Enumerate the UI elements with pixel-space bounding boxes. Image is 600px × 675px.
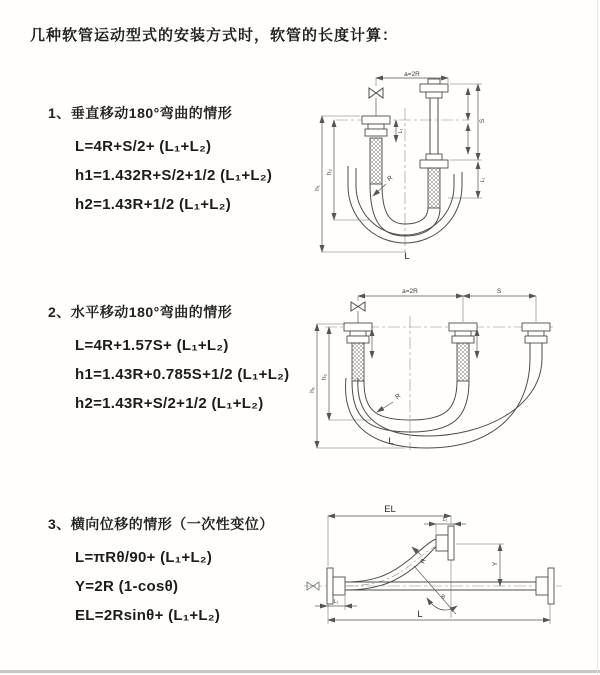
diagram-vertical-bend [312,70,537,260]
dim-label-theta: θ [441,594,445,601]
right-lower-flange [536,568,554,604]
page-title: 几种软管运动型式的安装方式时，软管的长度计算： [30,27,399,44]
formula-list [75,543,274,630]
formula-line: h1=1.432R+S/2+1/2 (L₁+L₂) [75,167,273,184]
upper-right-flange [436,526,454,560]
diagram-lateral-displacement [300,498,600,656]
right-pipe-flange [522,323,550,358]
dimension-lines [315,516,550,624]
dim-label-l1-top: L₁ [442,517,448,523]
formula-line: Y=2R (1-cosθ) [75,578,179,595]
dim-label-length: L [417,609,423,620]
formula-line: L=πRθ/90+ (L₁+L₂) [75,549,213,566]
dim-label-s: S [496,288,502,295]
hose-curves [346,358,542,448]
section-heading: 1、垂直移动180°弯曲的情形 [48,105,233,121]
dim-label-length: L [388,436,394,447]
formula-line: L=4R+1.57S+ (L₁+L₂) [75,337,229,354]
formula-line: h2=1.43R+1/2 (L₁+L₂) [75,196,232,213]
left-pipe-flange [344,323,372,381]
valve-icon [369,88,383,116]
dim-label-h2: h₂ [321,373,328,381]
formula-line: L=4R+S/2+ (L₁+L₂) [75,138,212,155]
dim-label-radius: R [386,174,395,183]
left-pipe-flange [362,116,390,184]
formula-list [75,132,272,219]
dimension-labels [309,288,502,447]
dim-label-a2r: a=2R [404,71,420,78]
dim-label-length: L [404,251,410,260]
dim-label-h2: h₂ [326,168,333,176]
middle-pipe-flange [449,323,477,381]
dim-label-h1: h₁ [314,185,321,191]
dimension-lines [317,296,536,448]
diagram-horizontal-bend [305,282,590,454]
section-heading: 2、水平移动180°弯曲的情形 [48,304,233,320]
valve-icon [351,302,365,323]
dim-label-h1: h₁ [309,387,316,393]
section-vertical-bend [48,103,272,219]
scan-right-edge [597,0,598,675]
dimension-labels [334,504,499,620]
section-horizontal-bend [48,302,289,418]
section-lateral-displacement [48,514,274,630]
section-heading: 3、横向位移的情形（一次性变位） [48,516,274,532]
dimension-lines [322,78,482,252]
dimension-labels [314,71,486,260]
dim-label-radius: R [419,557,428,565]
dim-label-l1-left: L₁ [333,599,339,605]
dim-label-s: S [479,118,486,124]
formula-list [75,331,289,418]
dim-label-a2r: a=2R [402,288,418,295]
scan-bottom-edge [0,670,600,673]
dim-label-l1-left: L₁ [398,128,404,134]
formula-line: h2=1.43R+S/2+1/2 (L₁+L₂) [75,395,264,412]
dim-label-y: Y [492,561,499,567]
dim-label-radius: R [394,392,403,401]
dim-label-l1-right: L₁ [480,177,486,183]
formula-line: EL=2Rsinθ+ (L₁+L₂) [75,607,221,624]
right-pipe-flanges [420,79,448,208]
formula-line: h1=1.43R+0.785S+1/2 (L₁+L₂) [75,366,290,383]
dim-label-el: EL [384,504,396,515]
